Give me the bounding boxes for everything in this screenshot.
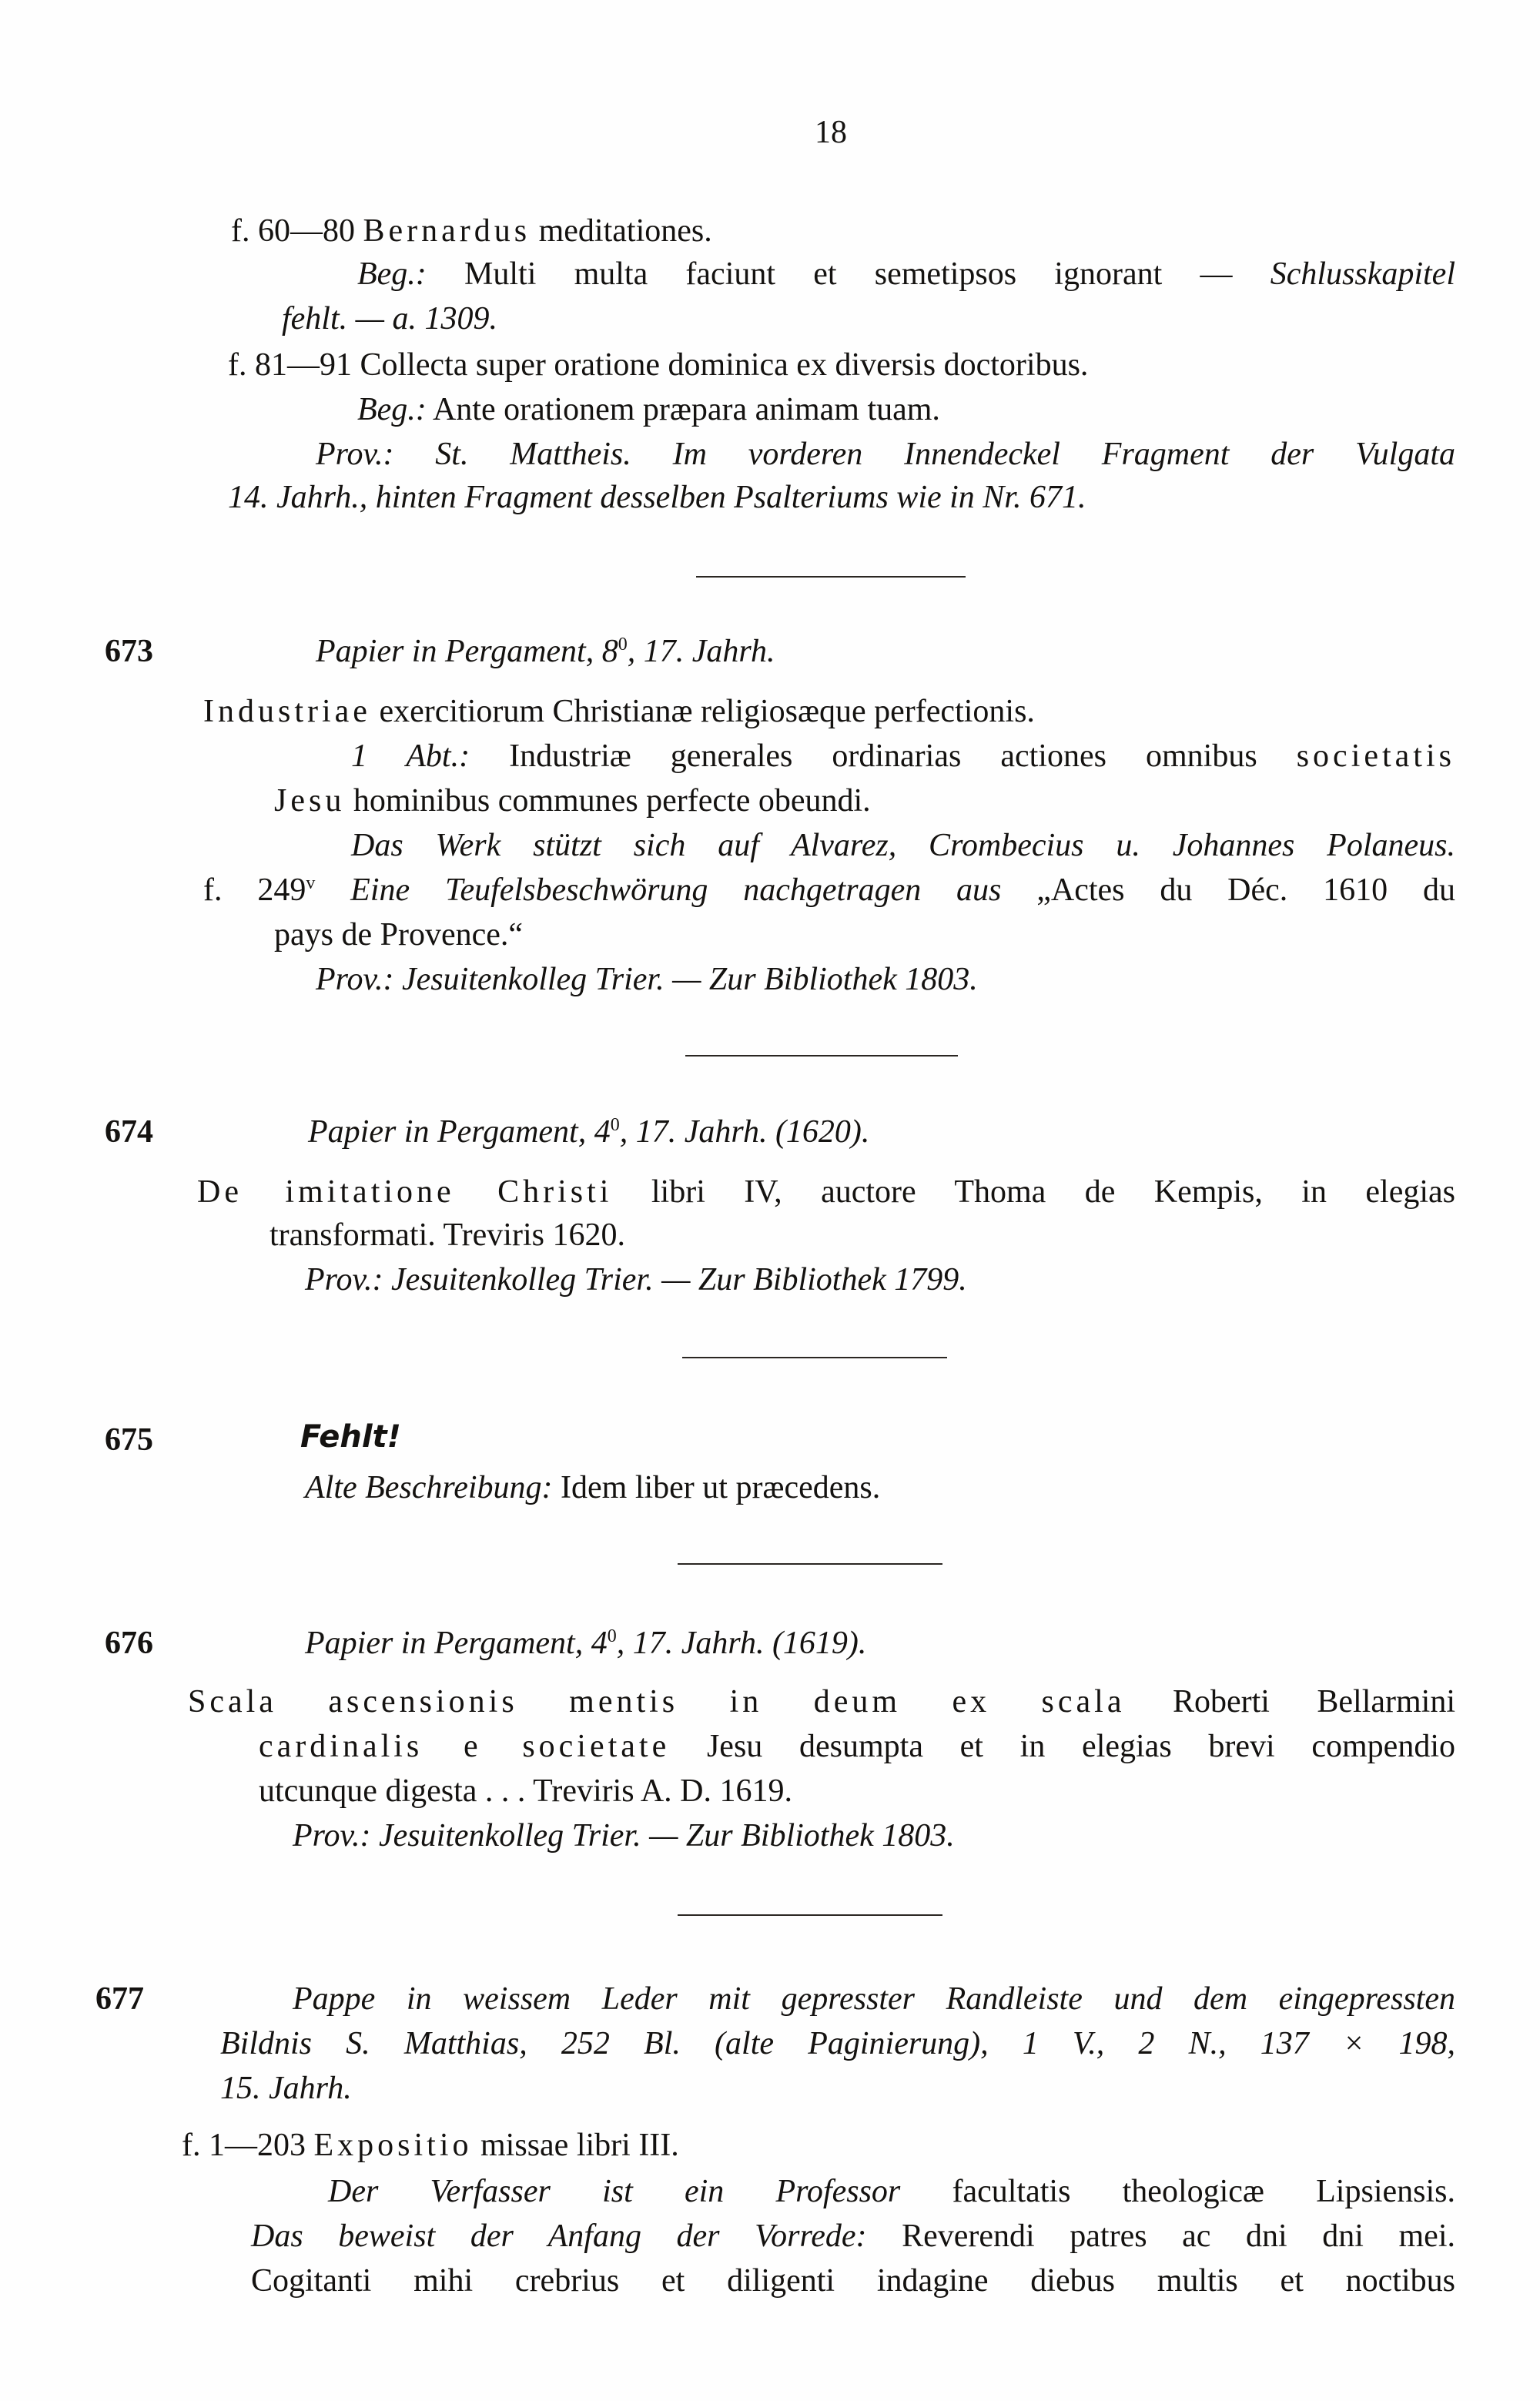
text-segment: 674 [105, 1114, 153, 1150]
text-segment: Jesu desumpta et in elegias brevi compendio [670, 1729, 1455, 1764]
text-segment: f. 60—80 [231, 213, 363, 249]
text-segment: Fehlt! [300, 1419, 401, 1455]
text-segment: missae libri III. [472, 2128, 679, 2163]
text-segment: Reverendi patres ac dni dni mei. [866, 2218, 1455, 2254]
section-divider [696, 576, 966, 578]
superscript: v [306, 873, 316, 893]
text-segment: Industriæ generales ordinarias actiones omnibus [470, 738, 1297, 774]
superscript: 0 [618, 635, 628, 655]
text-segment: utcunque digesta . . . Treviris A. D. 1619. [259, 1773, 792, 1809]
text-segment: 675 [105, 1422, 153, 1458]
text-segment: Prov.: Jesuitenkolleg Trier. — Zur Bibliothek 1803. [293, 1818, 955, 1853]
text-line [228, 345, 1088, 385]
text-segment: societatis [1296, 738, 1455, 774]
text-segment: fehlt. — a. 1309. [282, 301, 497, 337]
text-segment: , 17. Jahrh. (1620). [619, 1114, 870, 1150]
text-line [274, 915, 523, 955]
text-segment: exercitiorum Christianæ religiosæque perfectionis. [370, 694, 1035, 729]
text-segment: Prov.: St. Mattheis. Im vorderen Innendeckel Fragment der Vulgata [316, 437, 1455, 472]
text-line [293, 1979, 1455, 2019]
text-segment: f. 1—203 [182, 2128, 314, 2163]
text-line [305, 1468, 880, 1508]
text-segment: Idem liber ut præcedens. [552, 1470, 881, 1505]
text-segment: Industriae [203, 694, 371, 729]
text-line [316, 631, 775, 671]
text-segment: Das beweist der Anfang der Vorrede: [251, 2218, 867, 2254]
entry-number [95, 1979, 144, 2019]
entry-number [105, 631, 153, 671]
page-number: 18 [815, 115, 847, 150]
section-divider [685, 1055, 958, 1057]
text-line [251, 2216, 1455, 2256]
text-segment: Papier in Pergament, 8 [316, 634, 618, 669]
text-line [293, 1816, 955, 1856]
text-segment: , 17. Jahrh. [627, 634, 775, 669]
superscript: 0 [607, 1626, 617, 1646]
text-segment: Roberti Bellarmini [1125, 1684, 1456, 1720]
section-divider [682, 1357, 947, 1358]
text-segment: Jesu [274, 783, 346, 819]
text-line [316, 959, 978, 1000]
text-segment: pays de Provence.“ [274, 917, 524, 953]
text-line [203, 692, 1035, 732]
text-line [308, 1112, 869, 1152]
text-segment: 1 Abt.: [351, 738, 470, 774]
text-line [259, 1771, 792, 1811]
text-line [228, 477, 1086, 517]
text-line [203, 870, 1455, 910]
text-segment: transformati. Treviris 1620. [270, 1217, 625, 1253]
text-segment: Expositio [313, 2128, 473, 2163]
text-segment: 676 [105, 1626, 153, 1661]
text-line [220, 2024, 1455, 2064]
text-segment: Scala ascensionis mentis in deum ex scala [188, 1684, 1126, 1720]
entry-number [105, 1420, 153, 1460]
text-line [328, 2172, 1455, 2212]
text-line [305, 1260, 967, 1300]
text-line [270, 1215, 625, 1255]
text-segment: Multi multa faciunt et semetipsos ignorant — [426, 256, 1270, 292]
entry-number [105, 1623, 153, 1663]
text-segment: facultatis theologicæ Lipsiensis. [900, 2174, 1455, 2209]
text-line [251, 2261, 1455, 2301]
text-line [357, 254, 1455, 294]
text-segment: Prov.: Jesuitenkolleg Trier. — Zur Bibliothek 1803. [316, 962, 978, 997]
text-segment: Papier in Pergament, 4 [305, 1626, 608, 1661]
text-segment: Eine Teufelsbeschwörung nachgetragen aus [315, 872, 1037, 908]
text-line [259, 1726, 1455, 1766]
text-line [274, 781, 871, 821]
text-segment: meditationes. [531, 213, 712, 249]
text-segment: , 17. Jahrh. (1619). [616, 1626, 867, 1661]
text-line [357, 390, 940, 430]
text-segment: Cogitanti mihi crebrius et diligenti indagine diebus multis et noctibus [251, 2263, 1455, 2299]
text-line [351, 736, 1455, 776]
text-line [316, 434, 1455, 474]
text-segment: 14. Jahrh., hinten Fragment desselben Psalteriums wie in Nr. 671. [228, 480, 1086, 515]
section-divider [678, 1914, 942, 1916]
text-segment: cardinalis e societate [259, 1729, 671, 1764]
text-segment: Beg.: [357, 256, 427, 292]
superscript: 0 [610, 1115, 620, 1135]
text-segment: De imitatione Christi [197, 1174, 613, 1210]
text-segment: Bildnis S. Matthias, 252 Bl. (alte Paginierung), 1 V., 2 N., 137 × 198, [220, 2026, 1455, 2061]
text-segment: Der Verfasser ist ein Professor [328, 2174, 901, 2209]
text-segment: Ante orationem præpara animam tuam. [426, 392, 940, 427]
text-segment: Schlusskapitel [1270, 256, 1455, 292]
text-segment: Bernardus [363, 213, 531, 249]
text-segment: f. 81—91 Collecta super oratione dominica ex diversis doctoribus. [228, 347, 1089, 383]
text-line [282, 299, 497, 339]
text-line [220, 2068, 352, 2108]
text-segment: hominibus communes perfecte obeundi. [345, 783, 871, 819]
text-segment: Prov.: Jesuitenkolleg Trier. — Zur Bibliothek 1799. [305, 1262, 967, 1298]
text-line [351, 825, 1455, 866]
text-segment: 673 [105, 634, 153, 669]
text-segment: Pappe in weissem Leder mit gepresster Randleiste und dem eingepressten [293, 1981, 1455, 2017]
text-segment: Papier in Pergament, 4 [308, 1114, 611, 1150]
text-segment: f. 249 [203, 872, 306, 908]
text-segment: 677 [95, 1981, 144, 2017]
text-line [197, 1172, 1455, 1212]
text-line [188, 1682, 1455, 1722]
text-line [305, 1623, 866, 1663]
entry-number [105, 1112, 153, 1152]
text-segment: Das Werk stützt sich auf Alvarez, Crombecius u. Johannes Polaneus. [351, 828, 1455, 863]
text-segment: Beg.: [357, 392, 427, 427]
text-segment: libri IV, auctore Thoma de Kempis, in elegias [612, 1174, 1455, 1210]
text-line [300, 1417, 401, 1457]
text-line [182, 2125, 679, 2165]
text-segment: „Actes du Déc. 1610 du [1036, 872, 1455, 908]
section-divider [678, 1563, 942, 1565]
text-segment: Alte Beschreibung: [305, 1470, 553, 1505]
text-segment: 15. Jahrh. [220, 2071, 352, 2106]
text-line [231, 211, 712, 251]
